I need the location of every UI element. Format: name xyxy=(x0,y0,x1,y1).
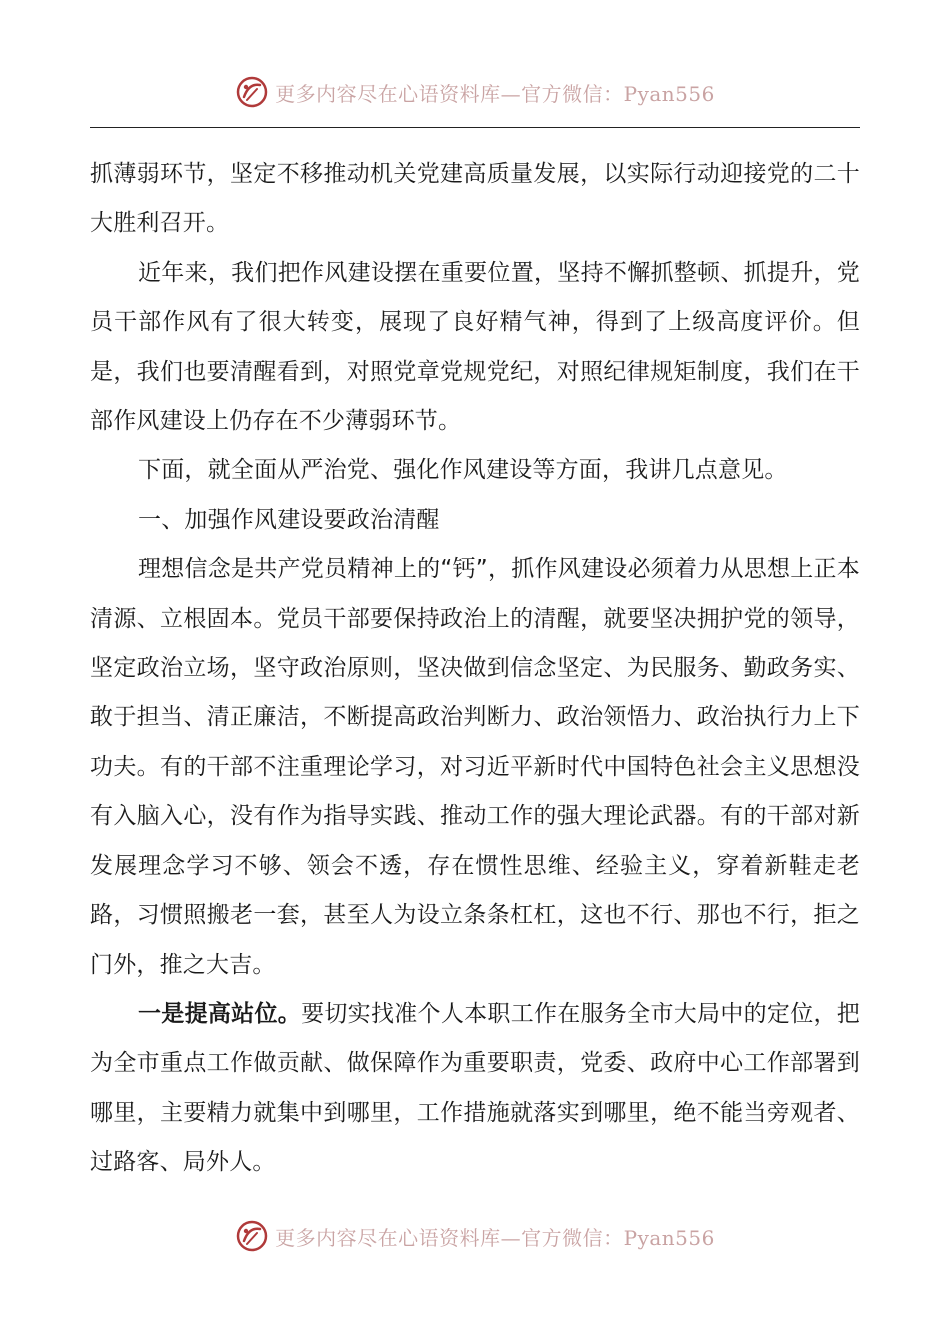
header-watermark-text: 更多内容尽在心语资料库—官方微信：Pyan556 xyxy=(275,81,715,106)
footer-watermark xyxy=(0,1216,950,1256)
paragraph: 理想信念是共产党员精神上的“钙”，抓作风建设必须着力从思想上正本清源、立根固本。党员干部要保持政治上的清醒，就要坚决拥护党的领导，坚定政治立场，坚守政治原则，坚决做到信念坚定、为民服务、勤政务实、敢于担当、清正廉洁，不断提高政治判断力、政治领悟力、政治执行力上下功夫。有的干部不注重理论学习，对习近平新时代中国特色社会主义思想没有入脑入心，没有作为指导实践、推动工作的强大理论武器。有的干部对新发展理念学习不够、领会不透，存在惯性思维、经验主义，穿着新鞋走老路，习惯照搬老一套，甚至人为设立条条杠杠，这也不行、那也不行，拒之门外，推之大吉。 xyxy=(90,556,860,978)
footer-watermark-text: 更多内容尽在心语资料库—官方微信：Pyan556 xyxy=(275,1225,715,1250)
paragraph xyxy=(90,990,860,1188)
paragraph-text: 要切实找准个人本职工作在服务全市大局中的定位，把为全市重点工作做贡献、做保障作为重要职责，党委、政府中心工作部署到哪里，主要精力就集中到哪里，工作措施就落实到哪里，绝不能当旁观者、过路客、局外人。 xyxy=(90,1000,860,1176)
logo-icon xyxy=(235,75,269,109)
document-body xyxy=(90,150,860,1188)
section-heading: 一、加强作风建设要政治清醒 xyxy=(138,506,440,533)
paragraph: 抓薄弱环节，坚定不移推动机关党建高质量发展，以实际行动迎接党的二十大胜利召开。 xyxy=(90,161,860,237)
paragraph-lead: 一是提高站位。 xyxy=(138,1000,302,1027)
paragraph: 下面，就全面从严治党、强化作风建设等方面，我讲几点意见。 xyxy=(138,457,788,484)
header-watermark xyxy=(0,72,950,112)
header-divider xyxy=(90,127,860,128)
paragraph: 近年来，我们把作风建设摆在重要位置，坚持不懈抓整顿、抓提升，党员干部作风有了很大转变，展现了良好精气神，得到了上级高度评价。但是，我们也要清醒看到，对照党章党规党纪，对照纪律规矩制度，我们在干部作风建设上仍存在不少薄弱环节。 xyxy=(90,259,860,435)
logo-icon xyxy=(235,1219,269,1253)
